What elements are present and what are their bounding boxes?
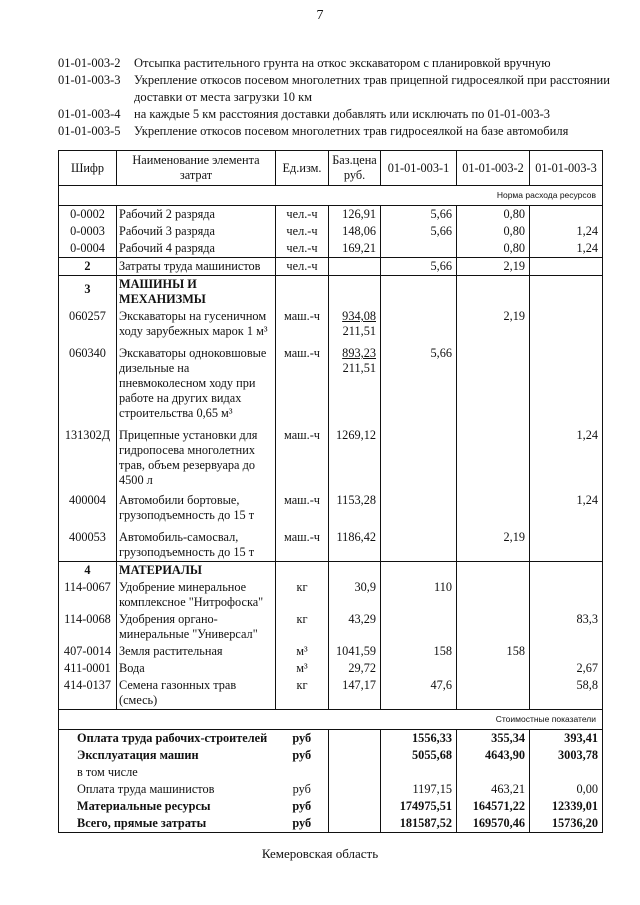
row-price: 893,23 211,51 [329,340,381,422]
total-row [59,764,603,781]
table-row [59,660,603,677]
row-unit: кг [276,579,329,611]
row-code: 0-0003 [59,223,117,240]
row-col-1 [381,489,457,524]
table-row [59,643,603,660]
row-name: Земля растительная [117,643,276,660]
table-row [59,611,603,643]
row-col-2: 0,80 [457,223,530,240]
row-col-1: 47,6 [381,677,457,710]
row-name: Прицепные установки для гидропосева многолетних трав, объем резервуара до 4500 л [117,422,276,489]
total-col-3: 0,00 [530,781,603,798]
row-col-2 [457,677,530,710]
row-unit: маш.-ч [276,489,329,524]
resource-table [58,150,603,833]
table-row [59,524,603,562]
work-code: 01-01-003-2 [58,56,121,70]
work-code-row [58,106,618,123]
table-row [59,258,603,276]
row-price: 30,9 [329,579,381,611]
work-code-row [58,55,618,72]
total-col-1: 1197,15 [381,781,457,798]
total-row [59,730,603,748]
total-unit: руб [276,815,329,833]
total-col-3: 3003,78 [530,747,603,764]
row-col-3 [530,258,603,276]
row-name: Экскаваторы одноковшовые дизельные на пневмоколесном ходу при работе на других видах строительства 0,65 м³ [117,340,276,422]
row-name: Рабочий 2 разряда [117,206,276,224]
page-number: 7 [316,8,324,23]
row-unit: чел.-ч [276,258,329,276]
row-price: 147,17 [329,677,381,710]
total-row [59,798,603,815]
work-code: 01-01-003-4 [58,107,121,121]
row-price: 29,72 [329,660,381,677]
footer-region: Кемеровская область [261,846,379,861]
row-col-1: 5,66 [381,340,457,422]
row-price [329,258,381,276]
section-row [59,276,603,309]
header-unit: Ед.изм. [276,151,329,186]
table-row [59,677,603,710]
row-unit: м³ [276,660,329,677]
row-name: Затраты труда машинистов [117,258,276,276]
cost-caption-row [59,710,603,730]
row-col-1: 110 [381,579,457,611]
row-code: 131302Д [59,422,117,489]
row-name: Рабочий 4 разряда [117,240,276,258]
row-price: 126,91 [329,206,381,224]
row-code: 400004 [59,489,117,524]
row-col-1: 158 [381,643,457,660]
row-col-1: 5,66 [381,258,457,276]
row-col-3 [530,206,603,224]
row-code: 114-0067 [59,579,117,611]
row-price: 1186,42 [329,524,381,562]
row-col-2 [457,422,530,489]
row-col-1 [381,611,457,643]
row-unit: чел.-ч [276,223,329,240]
row-col-2: 2,19 [457,524,530,562]
total-label: в том числе [59,764,276,781]
total-row [59,747,603,764]
row-price: 1269,12 [329,422,381,489]
work-code-row [58,123,618,140]
section-row [59,562,603,580]
row-col-3 [530,524,603,562]
row-col-3: 1,24 [530,489,603,524]
row-col-2: 2,19 [457,258,530,276]
total-label: Материальные ресурсы [59,798,276,815]
row-unit: чел.-ч [276,240,329,258]
row-col-2 [457,660,530,677]
total-label: Оплата труда машинистов [59,781,276,798]
row-col-3: 1,24 [530,422,603,489]
header-code: Шифр [59,151,117,186]
row-col-1 [381,524,457,562]
header-col-3: 01-01-003-3 [530,151,603,186]
row-price: 43,29 [329,611,381,643]
row-col-1 [381,240,457,258]
work-code: 01-01-003-5 [58,124,121,138]
row-unit: маш.-ч [276,422,329,489]
total-col-1: 1556,33 [381,730,457,748]
total-col-1 [381,764,457,781]
row-name: Вода [117,660,276,677]
row-price: 169,21 [329,240,381,258]
row-unit: маш.-ч [276,524,329,562]
table-row [59,579,603,611]
row-col-3: 1,24 [530,223,603,240]
row-col-2 [457,611,530,643]
table-row [59,489,603,524]
total-label: Всего, прямые затраты [59,815,276,833]
row-col-3 [530,579,603,611]
row-col-3 [530,643,603,660]
row-code: 114-0068 [59,611,117,643]
row-name: Автомобили бортовые, грузоподъемность до 15 т [117,489,276,524]
row-col-2 [457,579,530,611]
work-description: Отсыпка растительного грунта на откос экскаватором с планировкой вручную [134,56,551,70]
row-col-3: 58,8 [530,677,603,710]
section-code: 4 [59,562,117,580]
row-col-2 [457,340,530,422]
norm-caption-row [59,186,603,206]
total-row [59,781,603,798]
row-col-1: 5,66 [381,223,457,240]
row-unit: м³ [276,643,329,660]
row-name: Семена газонных трав (смесь) [117,677,276,710]
row-code: 400053 [59,524,117,562]
header-price: Баз.цена руб. [329,151,381,186]
work-description: на каждые 5 км расстояния доставки добавлять или исключать по 01-01-003-3 [134,107,551,121]
table-header-row [59,151,603,186]
total-col-3: 15736,20 [530,815,603,833]
row-col-1 [381,660,457,677]
total-col-3 [530,764,603,781]
row-unit: кг [276,677,329,710]
table-row [59,308,603,340]
total-unit: руб [276,781,329,798]
row-col-2 [457,489,530,524]
row-code: 411-0001 [59,660,117,677]
table-row [59,422,603,489]
total-unit [276,764,329,781]
row-code: 060257 [59,308,117,340]
row-unit: маш.-ч [276,340,329,422]
total-col-1: 181587,52 [381,815,457,833]
work-code-row [58,72,618,106]
work-description: Укрепление откосов посевом многолетних трав прицепной гидросеялкой при расстоянии доставки от места загрузки 10 км [134,73,610,104]
row-code: 0-0002 [59,206,117,224]
row-code: 060340 [59,340,117,422]
row-col-3 [530,340,603,422]
total-col-3: 393,41 [530,730,603,748]
cost-caption: Стоимостные показатели [59,710,603,730]
section-title: МАТЕРИАЛЫ [117,562,276,580]
row-name: Удобрения органо-минеральные "Универсал" [117,611,276,643]
total-unit: руб [276,730,329,748]
row-name: Удобрение минеральное комплексное "Нитрофоска" [117,579,276,611]
total-row [59,815,603,833]
row-col-2: 2,19 [457,308,530,340]
total-label: Эксплуатация машин [59,747,276,764]
row-price: 1041,59 [329,643,381,660]
work-code: 01-01-003-3 [58,73,121,87]
total-col-2: 169570,46 [457,815,530,833]
work-description: Укрепление откосов посевом многолетних трав гидросеялкой на базе автомобиля [134,124,569,138]
row-code: 2 [59,258,117,276]
row-price: 1153,28 [329,489,381,524]
row-col-1 [381,308,457,340]
row-code: 414-0137 [59,677,117,710]
total-col-1: 5055,68 [381,747,457,764]
total-col-2 [457,764,530,781]
row-col-1 [381,422,457,489]
row-col-3 [530,308,603,340]
norm-caption: Норма расхода ресурсов [59,186,603,206]
row-col-3: 83,3 [530,611,603,643]
total-col-2: 355,34 [457,730,530,748]
header-name: Наименование элемента затрат [117,151,276,186]
total-col-2: 164571,22 [457,798,530,815]
table-row [59,206,603,224]
row-name: Экскаваторы на гусеничном ходу зарубежных марок 1 м³ [117,308,276,340]
table-row [59,223,603,240]
total-col-2: 4643,90 [457,747,530,764]
row-col-1: 5,66 [381,206,457,224]
row-col-2: 0,80 [457,206,530,224]
work-codes-list [58,55,618,140]
table-row [59,240,603,258]
table-row [59,340,603,422]
row-price: 148,06 [329,223,381,240]
row-col-2: 0,80 [457,240,530,258]
row-unit: чел.-ч [276,206,329,224]
row-price: 934,08 211,51 [329,308,381,340]
row-name: Рабочий 3 разряда [117,223,276,240]
row-unit: маш.-ч [276,308,329,340]
header-col-2: 01-01-003-2 [457,151,530,186]
row-code: 0-0004 [59,240,117,258]
section-title: МАШИНЫ И МЕХАНИЗМЫ [117,276,276,309]
row-col-2: 158 [457,643,530,660]
row-unit: кг [276,611,329,643]
row-code: 407-0014 [59,643,117,660]
section-code: 3 [59,276,117,309]
total-col-3: 12339,01 [530,798,603,815]
row-col-3: 2,67 [530,660,603,677]
row-name: Автомобиль-самосвал, грузоподъемность до 15 т [117,524,276,562]
total-unit: руб [276,798,329,815]
total-label: Оплата труда рабочих-строителей [59,730,276,748]
total-col-2: 463,21 [457,781,530,798]
header-col-1: 01-01-003-1 [381,151,457,186]
row-col-3: 1,24 [530,240,603,258]
total-col-1: 174975,51 [381,798,457,815]
total-unit: руб [276,747,329,764]
